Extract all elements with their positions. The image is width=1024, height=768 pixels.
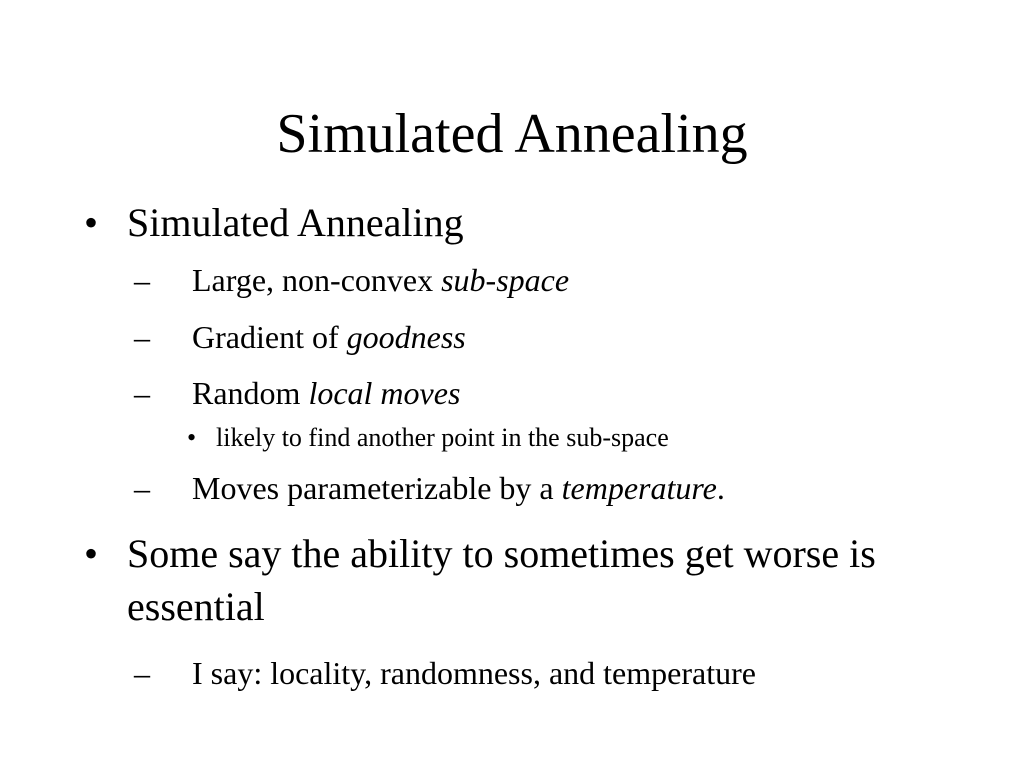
subbullet-emphasis: goodness — [346, 319, 466, 355]
subbullet-text: Random — [192, 375, 309, 411]
subsubbullet-likely — [187, 421, 964, 455]
subbullet-text: I say: locality, randomness, and temperature — [192, 655, 756, 691]
subbullet-large-non-convex — [134, 260, 964, 300]
dash-marker: – — [134, 470, 150, 506]
bullet-some-say — [84, 527, 957, 633]
subbullet-emphasis: sub-space — [441, 262, 570, 298]
subbullet-moves-temperature — [134, 468, 964, 508]
bullet-marker: • — [84, 200, 99, 245]
subbullet-gradient — [134, 317, 964, 357]
subbullet-text: Moves parameterizable by a — [192, 470, 562, 506]
slide-title: Simulated Annealing — [276, 103, 748, 165]
subbullet-i-say — [134, 653, 964, 693]
subbullet-emphasis: local moves — [308, 375, 461, 411]
subbullet-emphasis: temperature — [561, 470, 717, 506]
subsubbullet-text: likely to find another point in the sub-space — [216, 423, 669, 452]
bullet-simulated-annealing — [84, 196, 964, 249]
subbullet-text: Gradient of — [192, 319, 347, 355]
dash-marker: – — [134, 655, 150, 691]
bullet-marker: • — [187, 423, 197, 452]
dash-marker: – — [134, 319, 150, 355]
subbullet-text: Large, non-convex — [192, 262, 442, 298]
subbullet-random-local-moves — [134, 373, 964, 413]
bullet-text: Some say the ability to sometimes get worse is essential — [127, 531, 876, 629]
dash-marker: – — [134, 262, 150, 298]
slide-body — [84, 196, 964, 693]
subbullet-tail: . — [716, 470, 725, 506]
dash-marker: – — [134, 375, 150, 411]
bullet-marker: • — [84, 531, 99, 576]
bullet-text: Simulated Annealing — [127, 200, 464, 245]
